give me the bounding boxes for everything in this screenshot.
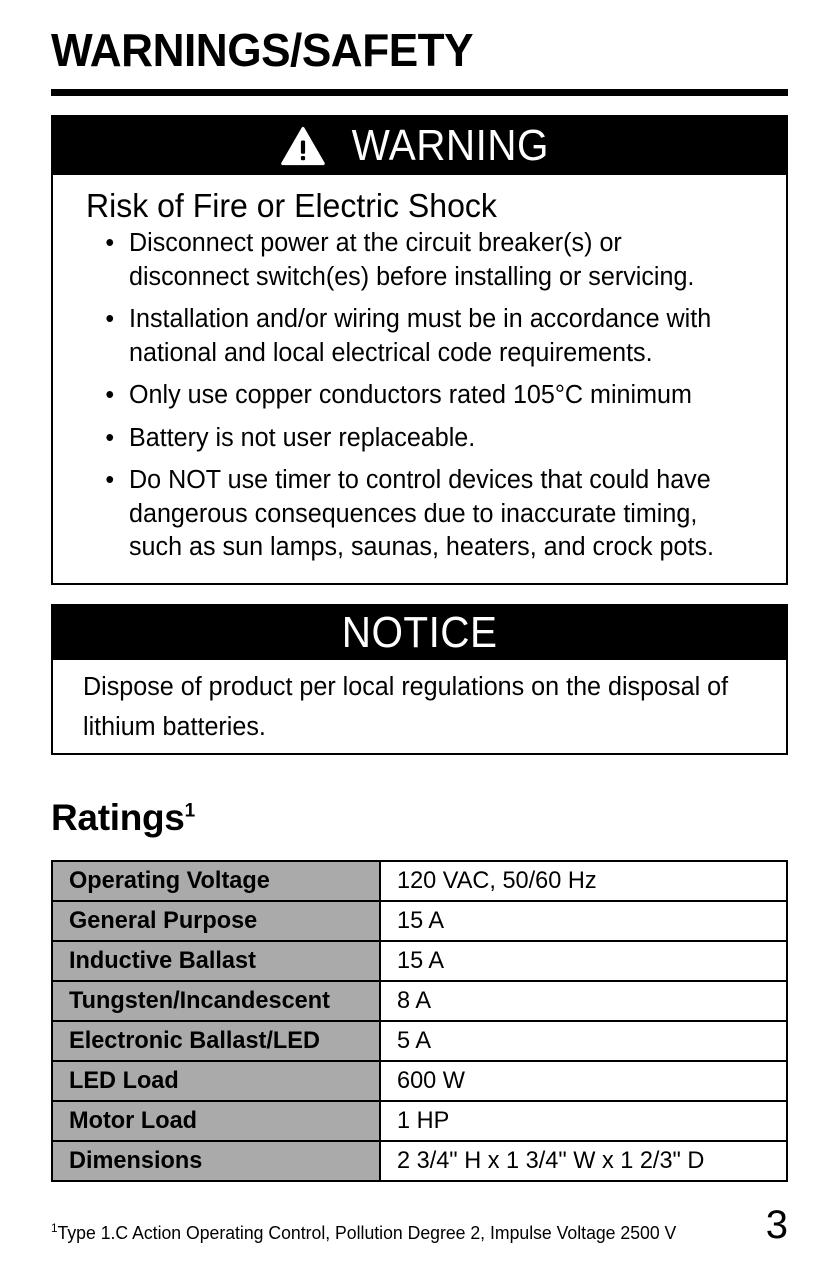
rating-value-cell [380,1021,787,1061]
warning-header-label: WARNING [351,121,550,170]
rating-value-text: 600 W [397,1067,465,1094]
rating-value-cell [380,981,787,1021]
warning-bullet-text: Battery is not user replaceable. [129,423,476,452]
rating-value-cell [380,861,787,901]
notice-callout-box [51,604,788,755]
warning-body [53,187,786,565]
warning-bullet-text: Installation and/or wiring must be in accordance with national and local electrical code requirements. [129,305,712,367]
rating-label-cell [52,981,380,1021]
rating-label-text: LED Load [69,1067,179,1094]
bullet-glyph: • [105,423,115,452]
rating-label-text: Inductive Ballast [69,947,256,974]
rating-label-text: Tungsten/Incandescent [69,987,330,1014]
rating-label-cell [52,1021,380,1061]
rating-label-text: General Purpose [69,907,258,934]
warning-bullet-item [105,227,743,294]
ratings-section-title [51,797,195,839]
warning-header-bar [53,117,786,175]
bullet-glyph: • [105,229,115,257]
footnote-text: Type 1.C Action Operating Control, Pollution Degree 2, Impulse Voltage 2500 V [57,1223,677,1243]
warning-bullet-text: Only use copper conductors rated 105°C minimum [129,381,692,409]
bullet-glyph: • [105,381,115,409]
rating-value-text: 5 A [397,1027,432,1054]
rating-value-text: 15 A [397,907,445,934]
rating-value-text: 120 VAC, 50/60 Hz [397,867,597,894]
rating-value-text: 15 A [397,947,445,974]
warning-bullet-text: Disconnect power at the circuit breaker(s) or disconnect switch(es) before installing or servicing. [129,229,695,291]
table-row [52,981,787,1021]
warning-callout-box [51,115,788,585]
rating-label-cell [52,1141,380,1181]
page-number: 3 [765,1203,788,1247]
warning-bullet-item [105,464,743,565]
notice-body-text: Dispose of product per local regulations on the disposal of lithium batteries. [83,673,729,741]
ratings-title-text: Ratings [51,797,185,838]
page-title: WARNINGS/SAFETY [51,24,474,76]
rating-label-cell [52,901,380,941]
notice-body [53,667,786,747]
warning-heading: Risk of Fire or Electric Shock [86,187,497,224]
warning-bullet-list [53,227,786,565]
table-row [52,1021,787,1061]
warning-bullet-item [105,379,743,413]
table-row [52,901,787,941]
rating-value-cell [380,1141,787,1181]
rating-label-text: Motor Load [69,1107,198,1134]
footnote [51,1222,676,1244]
warning-triangle-icon [281,126,325,166]
bullet-glyph: • [105,305,115,333]
rating-label-text: Dimensions [69,1147,203,1174]
ratings-table [51,860,788,1182]
ratings-title-superscript: 1 [184,800,195,822]
rating-value-cell [380,901,787,941]
rating-value-text: 2 3/4" H x 1 3/4" W x 1 2/3" D [397,1147,705,1174]
table-row [52,941,787,981]
table-row [52,1101,787,1141]
table-row [52,861,787,901]
rating-value-cell [380,1101,787,1141]
warning-bullet-text: Do NOT use timer to control devices that could have dangerous consequences due to inaccurate timing, such as sun lamps, saunas, heaters, and crock pots. [129,466,714,561]
table-row [52,1141,787,1181]
table-row [52,1061,787,1101]
warning-bullet-item [105,303,743,370]
rating-value-cell [380,1061,787,1101]
bullet-glyph: • [105,466,115,494]
rating-value-cell [380,941,787,981]
footnote-marker: 1 [51,1221,58,1235]
rating-value-text: 8 A [397,987,432,1014]
title-divider [51,89,788,96]
rating-label-text: Electronic Ballast/LED [69,1027,320,1054]
rating-value-text: 1 HP [397,1107,450,1134]
rating-label-cell [52,1101,380,1141]
rating-label-cell [52,941,380,981]
rating-label-cell [52,861,380,901]
notice-header-label: NOTICE [341,608,498,657]
rating-label-cell [52,1061,380,1101]
warning-bullet-item [105,422,743,456]
notice-header-bar [53,606,786,660]
rating-label-text: Operating Voltage [69,867,270,894]
